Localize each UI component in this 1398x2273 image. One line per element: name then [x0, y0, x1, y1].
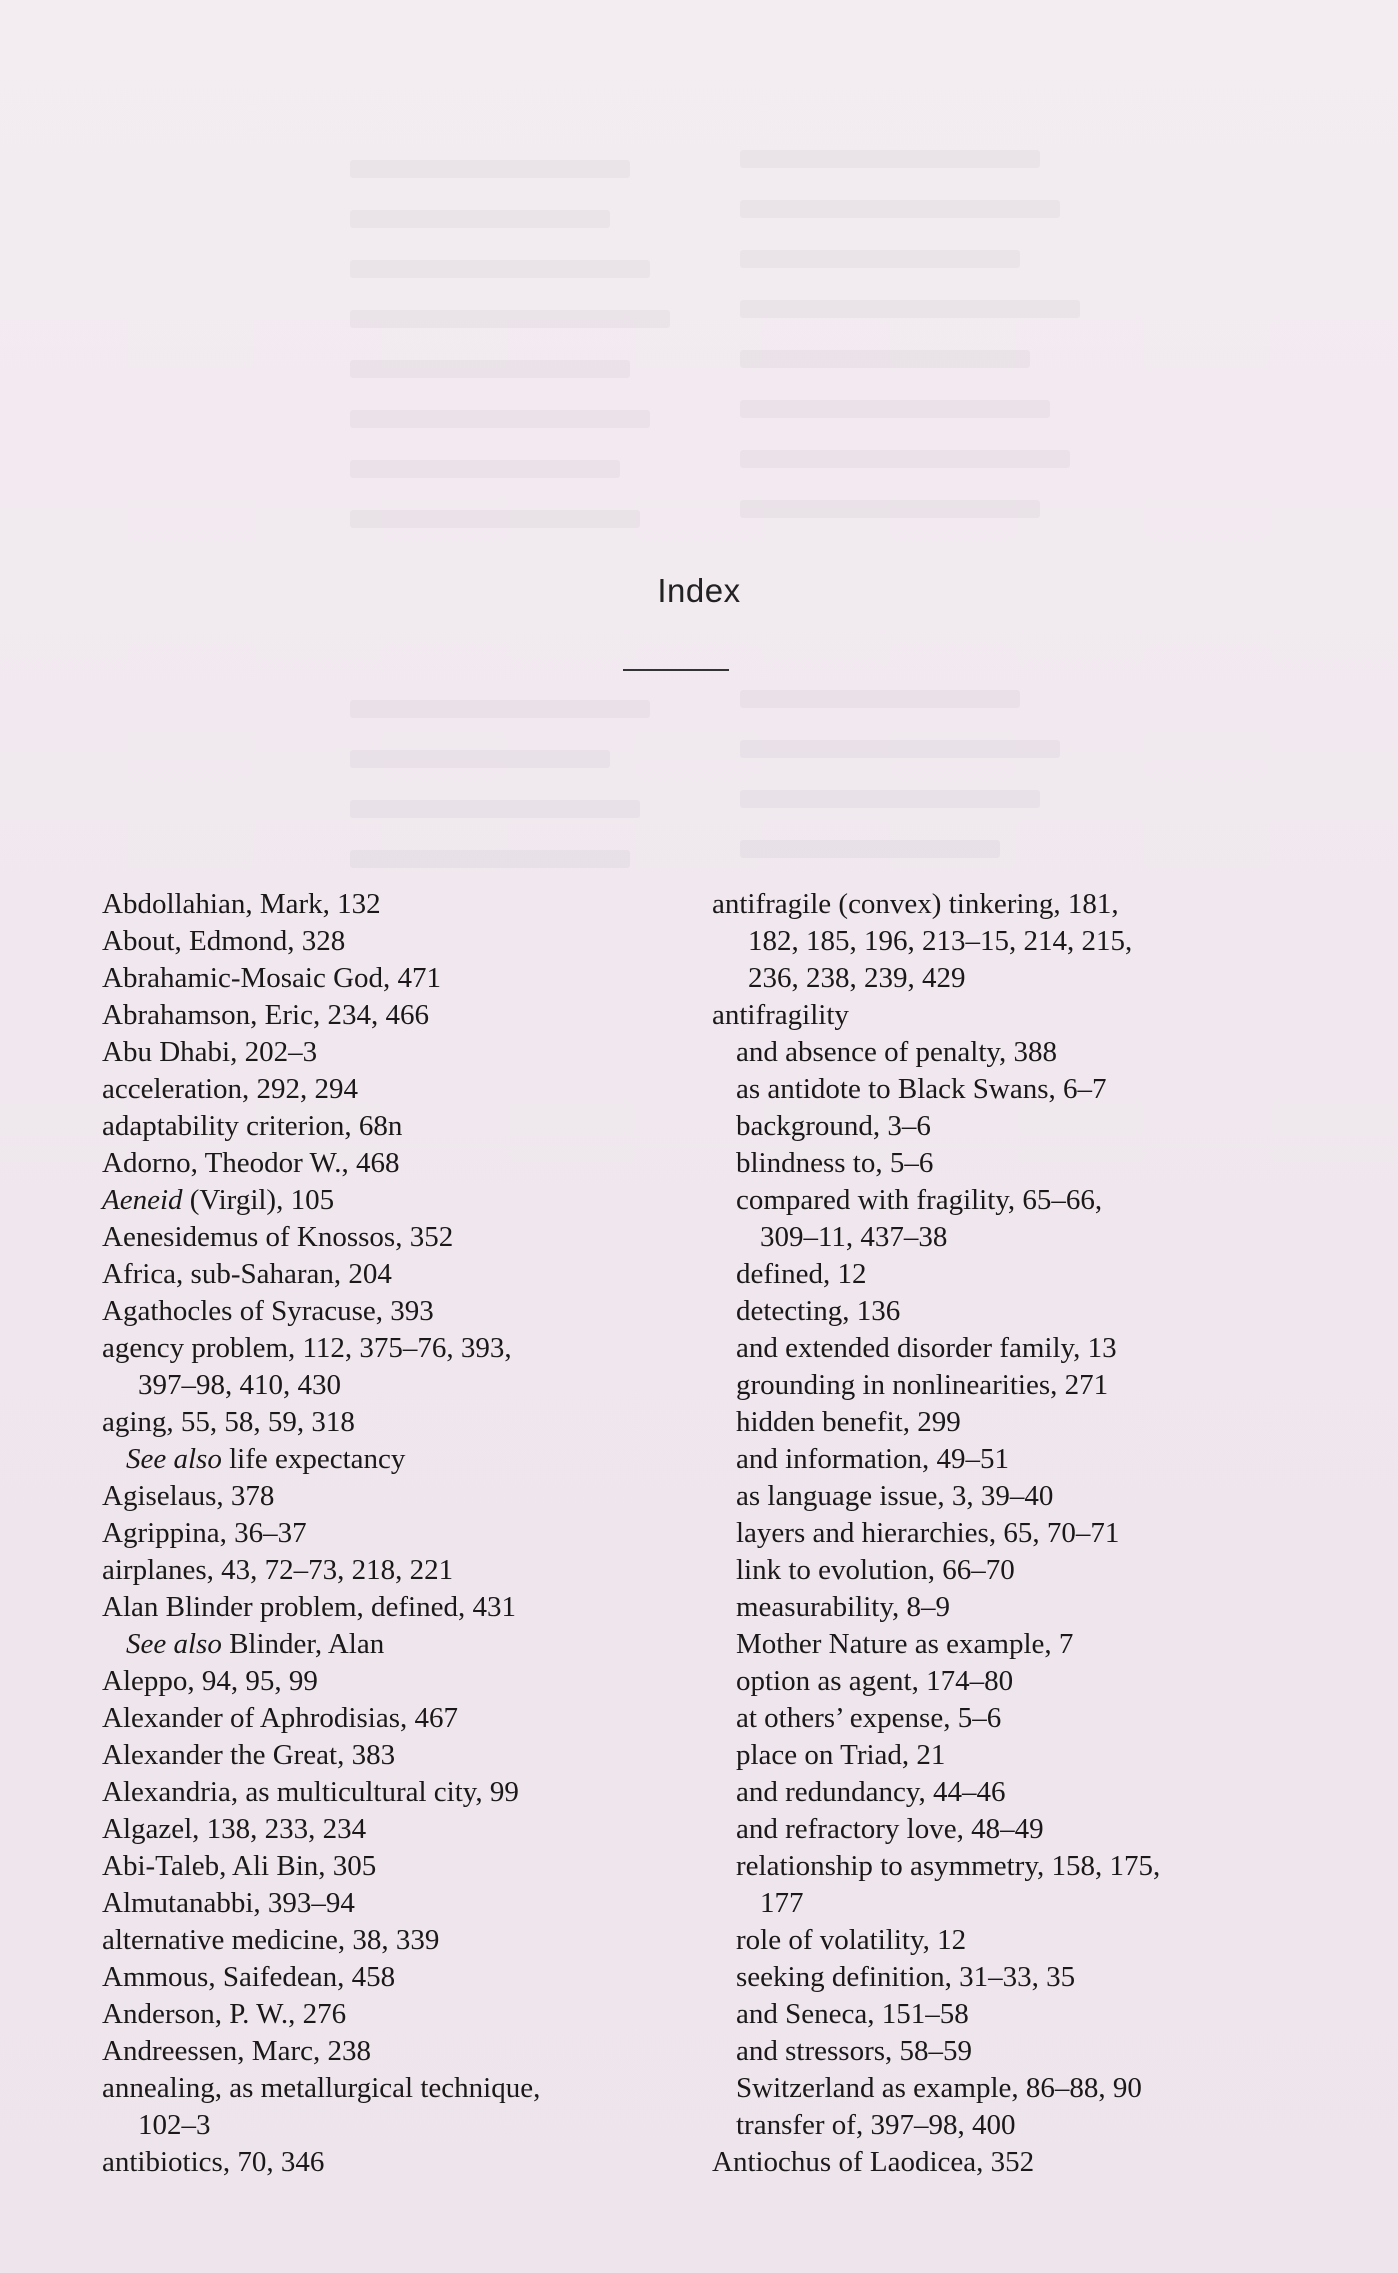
index-entry: Antiochus of Laodicea, 352 [712, 2146, 1035, 2178]
index-subentry: link to evolution, 66–70 [736, 1554, 1015, 1586]
index-subentry: measurability, 8–9 [736, 1591, 950, 1623]
index-entry: Aleppo, 94, 95, 99 [102, 1665, 318, 1697]
index-subentry: transfer of, 397–98, 400 [736, 2109, 1016, 2141]
index-entry: Agrippina, 36–37 [102, 1517, 307, 1549]
index-subentry: place on Triad, 21 [736, 1739, 946, 1771]
index-column-right [712, 886, 1312, 2181]
index-entry: Agiselaus, 378 [102, 1480, 275, 1512]
index-subentry: and refractory love, 48–49 [736, 1813, 1044, 1845]
index-entry: Abi-Taleb, Ali Bin, 305 [102, 1850, 377, 1882]
index-entry-continuation: 182, 185, 196, 213–15, 214, 215, [748, 925, 1133, 957]
index-entry: Abrahamson, Eric, 234, 466 [102, 999, 429, 1031]
index-entry: Africa, sub-Saharan, 204 [102, 1258, 392, 1290]
index-entry-continuation: 397–98, 410, 430 [138, 1369, 341, 1401]
index-entry-continuation: 102–3 [138, 2109, 211, 2141]
see-also-label: See also [126, 1443, 222, 1475]
index-entry: Anderson, P. W., 276 [102, 1998, 347, 2030]
index-subentry: Mother Nature as example, 7 [736, 1628, 1074, 1660]
index-entry: Alan Blinder problem, defined, 431 [102, 1591, 516, 1623]
entry-locator: life expectancy [221, 1443, 406, 1475]
index-entry: Abdollahian, Mark, 132 [102, 888, 381, 920]
index-entry: About, Edmond, 328 [102, 925, 346, 957]
index-entry: agency problem, 112, 375–76, 393, [102, 1332, 512, 1364]
index-subentry: defined, 12 [736, 1258, 867, 1290]
index-entry: Aenesidemus of Knossos, 352 [102, 1221, 454, 1253]
index-subentry: at others’ expense, 5–6 [736, 1702, 1002, 1734]
index-entry: airplanes, 43, 72–73, 218, 221 [102, 1554, 454, 1586]
index-subentry: background, 3–6 [736, 1110, 931, 1142]
see-also-label: See also [126, 1628, 222, 1660]
index-subentry: hidden benefit, 299 [736, 1406, 961, 1438]
italic-title: Aeneid [102, 1184, 183, 1216]
index-entry: Abu Dhabi, 202–3 [102, 1036, 318, 1068]
index-entry: antibiotics, 70, 346 [102, 2146, 325, 2178]
index-entry [102, 1182, 702, 1219]
index-subentry: seeking definition, 31–33, 35 [736, 1961, 1076, 1993]
index-entry: Abrahamic-Mosaic God, 471 [102, 962, 442, 994]
title-rule [623, 669, 729, 671]
index-subentry: grounding in nonlinearities, 271 [736, 1369, 1109, 1401]
index-entry: alternative medicine, 38, 339 [102, 1924, 440, 1956]
index-entry: Alexander the Great, 383 [102, 1739, 396, 1771]
index-entry: antifragile (convex) tinkering, 181, [712, 888, 1119, 920]
index-subentry: and stressors, 58–59 [736, 2035, 973, 2067]
index-entry: Agathocles of Syracuse, 393 [102, 1295, 434, 1327]
index-subentry: as language issue, 3, 39–40 [736, 1480, 1054, 1512]
index-subentry: and information, 49–51 [736, 1443, 1010, 1475]
index-entry-continuation: 236, 238, 239, 429 [748, 962, 966, 994]
index-entry: Almutanabbi, 393–94 [102, 1887, 355, 1919]
index-entry: Alexander of Aphrodisias, 467 [102, 1702, 458, 1734]
index-subentry: and Seneca, 151–58 [736, 1998, 969, 2030]
entry-locator: Blinder, Alan [221, 1628, 385, 1660]
index-subentry: as antidote to Black Swans, 6–7 [736, 1073, 1107, 1105]
index-entry: Adorno, Theodor W., 468 [102, 1147, 400, 1179]
index-subentry: relationship to asymmetry, 158, 175, [736, 1850, 1161, 1882]
index-subentry: detecting, 136 [736, 1295, 901, 1327]
index-entry-continuation: 177 [760, 1887, 804, 1919]
index-entry: aging, 55, 58, 59, 318 [102, 1406, 355, 1438]
index-title: Index [657, 572, 741, 609]
index-entry: Alexandria, as multicultural city, 99 [102, 1776, 519, 1808]
index-entry: annealing, as metallurgical technique, [102, 2072, 541, 2104]
index-entry-continuation: 309–11, 437–38 [760, 1221, 948, 1253]
index-cross-reference [102, 1441, 702, 1478]
index-entry: Algazel, 138, 233, 234 [102, 1813, 367, 1845]
entry-locator: (Virgil), 105 [182, 1184, 335, 1216]
index-column-left [102, 886, 702, 2181]
index-entry: Andreessen, Marc, 238 [102, 2035, 371, 2067]
index-subentry: and redundancy, 44–46 [736, 1776, 1006, 1808]
index-entry: Ammous, Saifedean, 458 [102, 1961, 396, 1993]
index-entry: antifragility [712, 999, 849, 1031]
index-cross-reference [102, 1626, 702, 1663]
index-subentry: role of volatility, 12 [736, 1924, 967, 1956]
index-entry: adaptability criterion, 68n [102, 1110, 403, 1142]
index-subentry: and absence of penalty, 388 [736, 1036, 1058, 1068]
index-subentry: blindness to, 5–6 [736, 1147, 934, 1179]
index-subentry: option as agent, 174–80 [736, 1665, 1014, 1697]
index-subentry: layers and hierarchies, 65, 70–71 [736, 1517, 1120, 1549]
index-subentry: compared with fragility, 65–66, [736, 1184, 1103, 1216]
index-entry: acceleration, 292, 294 [102, 1073, 359, 1105]
index-subentry: Switzerland as example, 86–88, 90 [736, 2072, 1142, 2104]
index-subentry: and extended disorder family, 13 [736, 1332, 1117, 1364]
